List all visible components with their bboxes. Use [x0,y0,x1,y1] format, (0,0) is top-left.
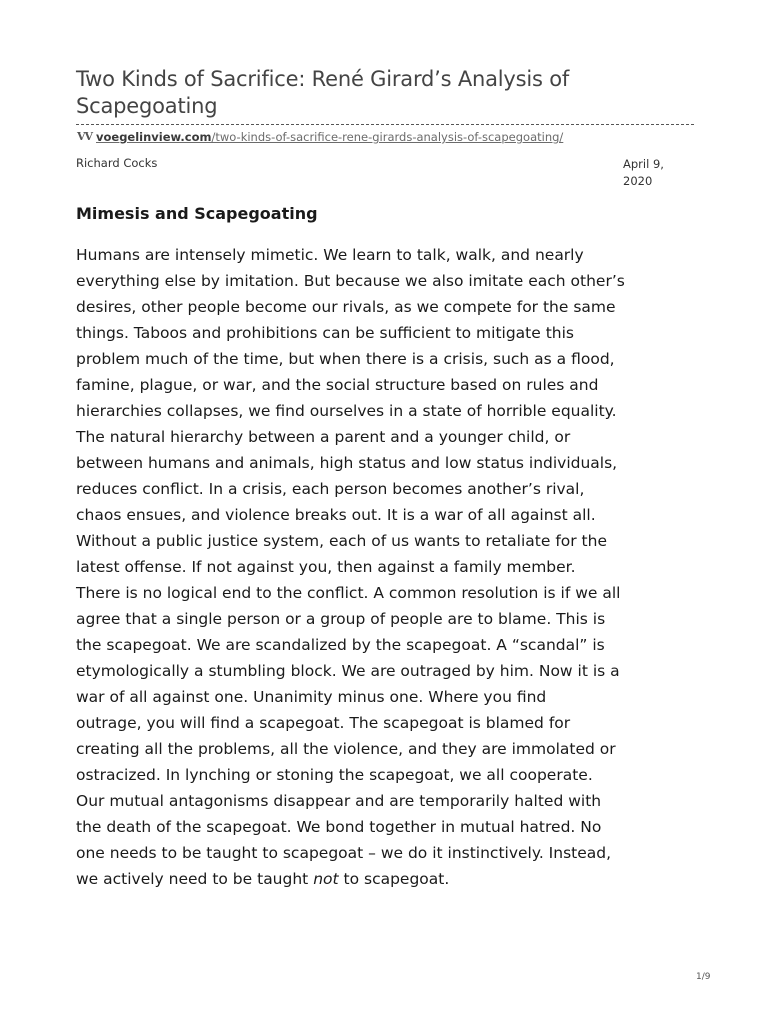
source-path: /two-kinds-of-sacrifice-rene-girards-analysis-of-scapegoating/ [211,130,564,144]
paragraph-line: agree that a single person or a group of people are to blame. This is [76,610,606,628]
paragraph-line: everything else by imitation. But because we also imitate each other’s [76,272,625,290]
body-paragraph [76,242,702,892]
paragraph-line: chaos ensues, and violence breaks out. It is a war of all against all. [76,506,596,524]
paragraph-line: The natural hierarchy between a parent and a younger child, or [76,428,571,446]
paragraph-line: between humans and animals, high status and low status individuals, [76,454,618,472]
paragraph-line: reduces conflict. In a crisis, each person becomes another’s rival, [76,480,585,498]
author-name: Richard Cocks [76,156,158,170]
emphasis-word: not [313,870,339,888]
paragraph-line: etymologically a stumbling block. We are outraged by him. Now it is a [76,662,620,680]
paragraph-line: hierarchies collapses, we find ourselves in a state of horrible equality. [76,402,617,420]
publish-date: April 9, 2020 [623,157,664,188]
source-domain: voegelinview.com [96,130,212,144]
page-number: 1/9 [696,972,711,982]
article-title: Two Kinds of Sacrifice: René Girard’s Analysis of Scapegoating [76,67,570,118]
last-line-start: we actively need to be taught [76,870,314,888]
paragraph-line: creating all the problems, all the violence, and they are immolated or [76,740,616,758]
paragraph-line: things. Taboos and prohibitions can be sufficient to mitigate this [76,324,575,342]
paragraph-line: ostracized. In lynching or stoning the scapegoat, we all cooperate. [76,766,593,784]
paragraph-line: Without a public justice system, each of us wants to retaliate for the [76,532,607,550]
paragraph-line: problem much of the time, but when there is a crisis, such as a flood, [76,350,615,368]
paragraph-line: There is no logical end to the conflict. A common resolution is if we all [76,584,621,602]
site-logo-icon: VV [77,130,93,143]
paragraph-line: the scapegoat. We are scandalized by the scapegoat. A “scandal” is [76,636,605,654]
paragraph-line: the death of the scapegoat. We bond together in mutual hatred. No [76,818,602,836]
section-heading: Mimesis and Scapegoating [76,204,318,223]
paragraph-line: outrage, you will find a scapegoat. The scapegoat is blamed for [76,714,571,732]
source-url-link[interactable] [96,130,563,144]
dashed-divider [76,124,694,125]
paragraph-line: war of all against one. Unanimity minus one. Where you find [76,688,547,706]
paragraph-line: latest offense. If not against you, then against a family member. [76,558,576,576]
paragraph-line: Our mutual antagonisms disappear and are temporarily halted with [76,792,602,810]
last-line-end: to scapegoat. [338,870,450,888]
paragraph-line: desires, other people become our rivals, as we compete for the same [76,298,616,316]
paragraph-line: one needs to be taught to scapegoat – we do it instinctively. Instead, [76,844,612,862]
source-row [76,120,694,146]
paragraph-line: famine, plague, or war, and the social structure based on rules and [76,376,599,394]
paragraph-line: Humans are intensely mimetic. We learn to talk, walk, and nearly [76,246,584,264]
paragraph-last-line [76,866,702,892]
